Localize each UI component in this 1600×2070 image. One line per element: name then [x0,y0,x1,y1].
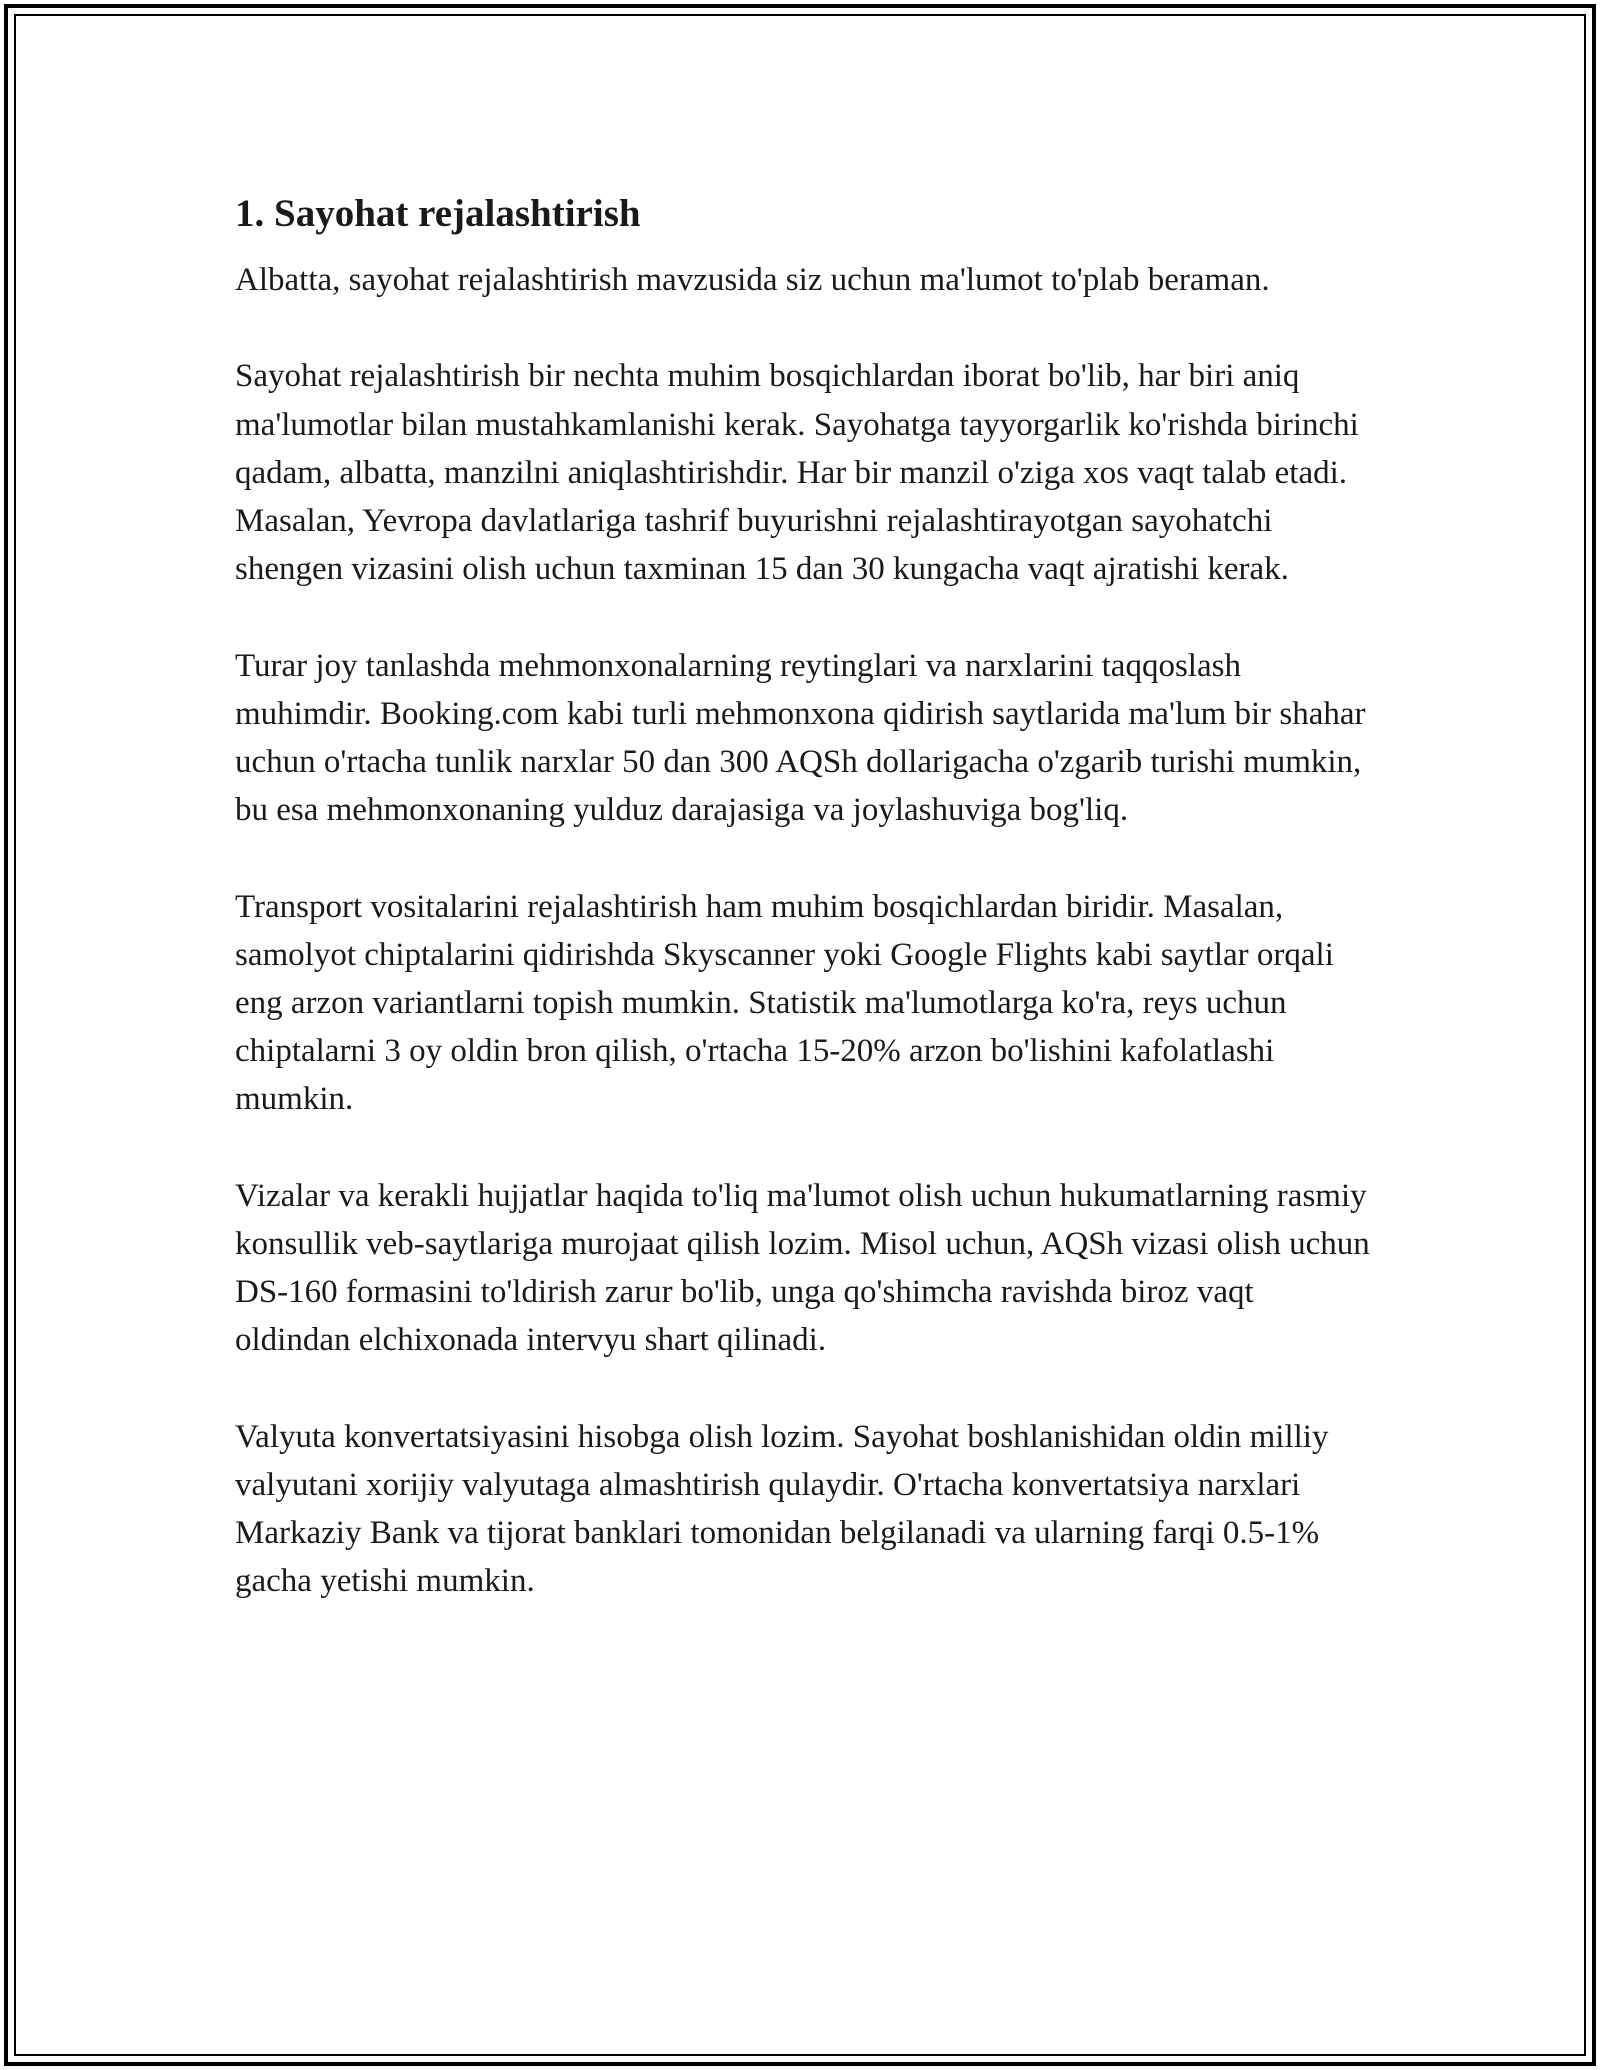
section-title: 1. Sayohat rejalashtirish [235,192,641,235]
paragraph-accommodation: Turar joy tanlashda mehmonxonalarning reytinglari va narxlarini taqqoslash muhimdir. Booking.com kabi turli mehmonxona qidirish saytlarida ma'lum bir shahar uchun o'rtacha tunlik narxlar 50 dan 300 AQSh dollarigacha o'zgarib turishi mumkin, bu esa mehmonxonaning yulduz darajasiga va joylashuviga bog'liq. [235,647,1366,829]
paragraph-destination: Sayohat rejalashtirish bir nechta muhim bosqichlardan iborat bo'lib, har biri aniq ma'lumotlar bilan mustahkamlanishi kerak. Sayohatga tayyorgarlik ko'rishda birinchi qadam, albatta, manzilni aniqlashtirishdir. Har bir manzil o'ziga xos vaqt talab etadi. Masalan, Yevropa davlatlariga tashrif buyurishni rejalashtirayotgan sayohatchi shengen vizasini olish uchun taxminan 15 dan 30 kungacha vaqt ajratishi kerak. [235,358,1359,588]
document-body [235,186,1375,1654]
paragraph-transport: Transport vositalarini rejalashtirish ham muhim bosqichlardan biridir. Masalan, samolyot chiptalarini qidirishda Skyscanner yoki Google Flights kabi saytlar orqali eng arzon variantlarni topish mumkin. Statistik ma'lumotlarga ko'ra, reys uchun chiptalarni 3 oy oldin bron qilish, o'rtacha 15-20% arzon bo'lishini kafolatlashi mumkin. [235,888,1334,1118]
paragraph-currency: Valyuta konvertatsiyasini hisobga olish lozim. Sayohat boshlanishidan oldin milliy valyutani xorijiy valyutaga almashtirish qulaydir. O'rtacha konvertatsiya narxlari Markaziy Bank va tijorat banklari tomonidan belgilanadi va ularning farqi 0.5-1% gacha yetishi mumkin. [235,1418,1329,1600]
paragraph-intro: Albatta, sayohat rejalashtirish mavzusida siz uchun ma'lumot to'plab beraman. [235,262,1270,298]
paragraph-visas: Vizalar va kerakli hujjatlar haqida to'liq ma'lumot olish uchun hukumatlarning rasmiy konsullik veb-saytlariga murojaat qilish lozim. Misol uchun, AQSh vizasi olish uchun DS-160 formasini to'ldirish zarur bo'lib, unga qo'shimcha ravishda biroz vaqt oldindan elchixonada intervyu shart qilinadi. [235,1177,1370,1359]
